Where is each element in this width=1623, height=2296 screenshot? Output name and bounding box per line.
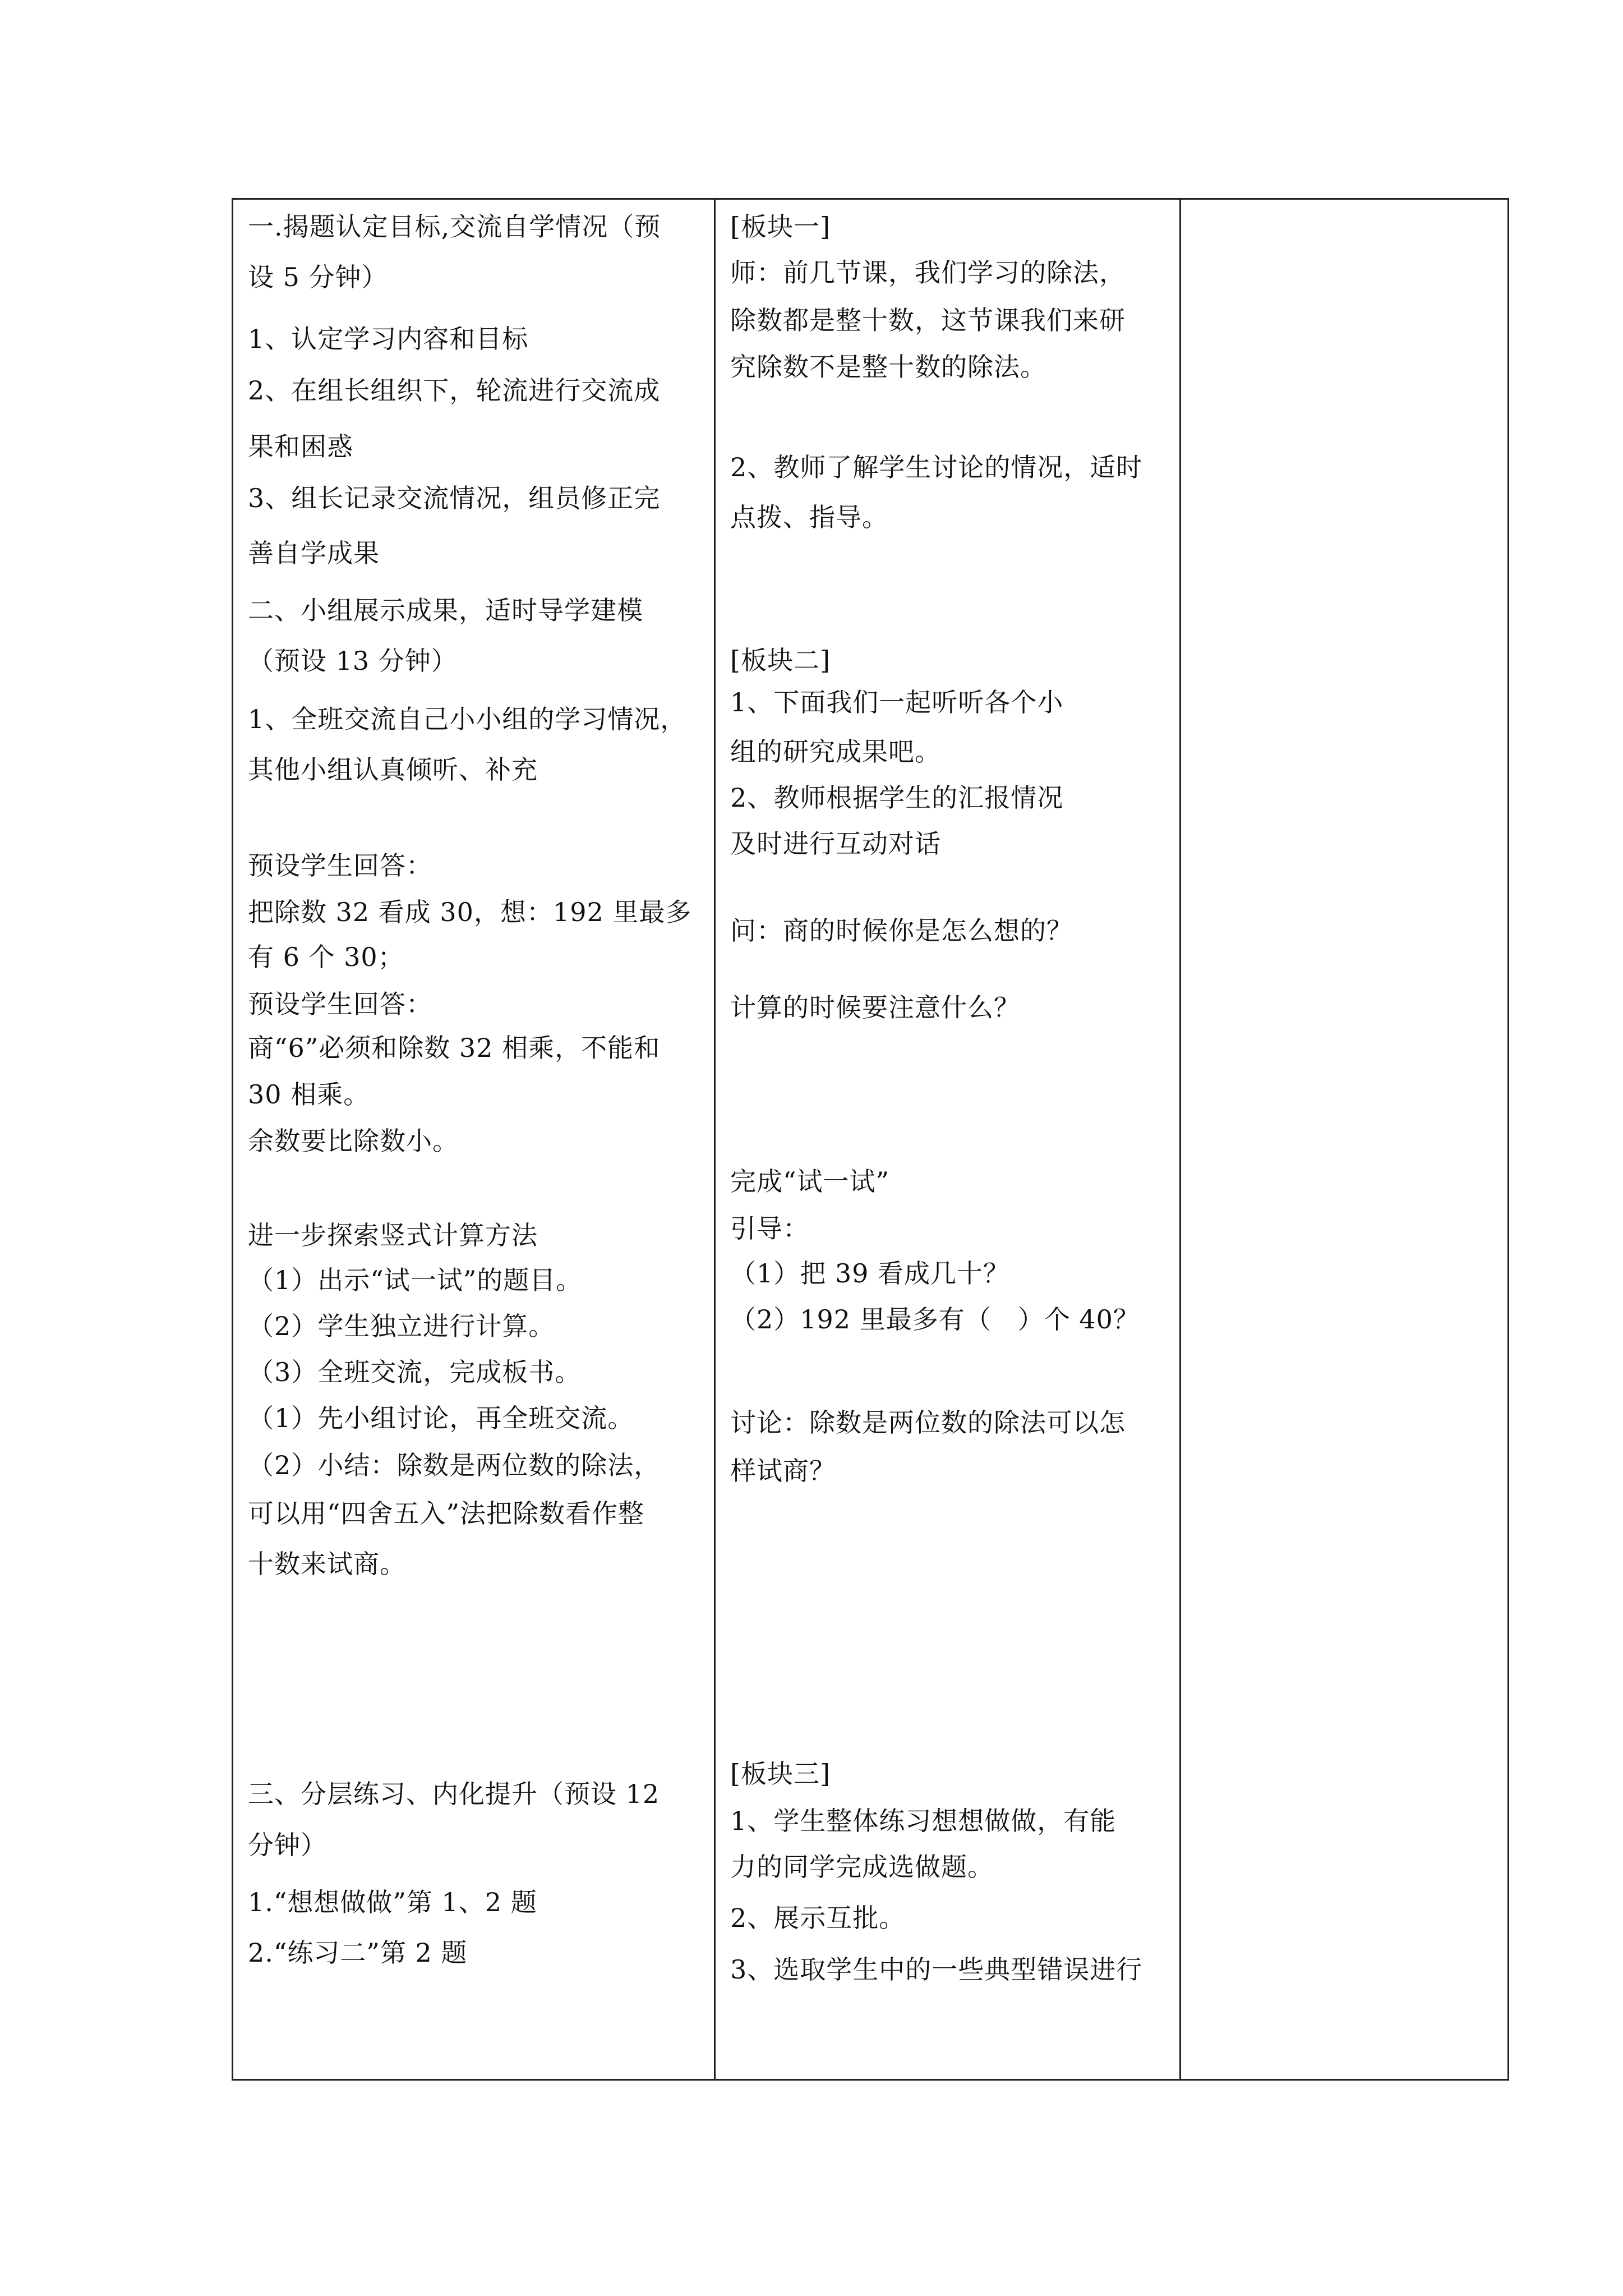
guidance-column <box>715 199 1181 2080</box>
text-line: 一.揭题认定目标,交流自学情况（预 <box>248 211 661 242</box>
text-line: 力的同学完成选做题。 <box>730 1852 994 1882</box>
text-line: [板块二] <box>730 645 831 675</box>
text-line: 预设学生回答： <box>248 850 432 881</box>
text-line: 进一步探索竖式计算方法 <box>248 1220 538 1250</box>
text-line: （2）192 里最多有（ ）个 40？ <box>730 1304 1140 1335</box>
text-line: 组的研究成果吧。 <box>730 737 941 767</box>
text-line: 及时进行互动对话 <box>730 829 941 859</box>
text-line: 分钟） <box>248 1830 327 1860</box>
text-line: （1）先小组讨论，再全班交流。 <box>248 1403 634 1433</box>
text-line: 善自学成果 <box>248 538 380 568</box>
text-line: 1、认定学习内容和目标 <box>248 324 529 354</box>
text-line: 1、学生整体练习想想做做，有能 <box>730 1806 1117 1836</box>
activity-column <box>233 199 715 2080</box>
text-line: 2.“练习二”第 2 题 <box>248 1938 468 1968</box>
text-line: 除数都是整十数，这节课我们来研 <box>730 305 1126 335</box>
text-line: 3、组长记录交流情况，组员修正完 <box>248 483 661 513</box>
text-line: 二、小组展示成果，适时导学建模 <box>248 595 643 625</box>
text-line: 1.“想想做做”第 1、2 题 <box>248 1887 537 1917</box>
text-line: 2、在组长组织下，轮流进行交流成 <box>248 375 661 406</box>
text-line: 问：商的时候你是怎么想的？ <box>730 915 1073 946</box>
text-line: 究除数不是整十数的除法。 <box>730 352 1046 382</box>
text-line: 1、全班交流自己小小组的学习情况， <box>248 704 687 734</box>
notes-column <box>1181 199 1509 2080</box>
text-line: 有 6 个 30； <box>248 942 404 972</box>
activity-column-content <box>233 200 714 2079</box>
text-line: 计算的时候要注意什么？ <box>730 992 1020 1023</box>
text-line: 完成“试一试” <box>730 1166 890 1197</box>
text-line: 商“6”必须和除数 32 相乘，不能和 <box>248 1033 661 1063</box>
text-line: （2）小结：除数是两位数的除法， <box>248 1450 661 1480</box>
text-line: 引导： <box>730 1213 809 1244</box>
text-line: 讨论：除数是两位数的除法可以怎 <box>730 1407 1126 1438</box>
text-line: 可以用“四舍五入”法把除数看作整 <box>248 1498 645 1529</box>
table-row <box>233 199 1509 2080</box>
text-line: 设 5 分钟） <box>248 262 388 292</box>
text-line: 样试商？ <box>730 1456 836 1486</box>
text-line: 余数要比除数小。 <box>248 1126 459 1156</box>
text-line: 三、分层练习、内化提升（预设 12 <box>248 1779 660 1809</box>
text-line: 点拨、指导。 <box>730 502 888 532</box>
text-line: [板块三] <box>730 1759 831 1789</box>
text-line: 师：前几节课，我们学习的除法， <box>730 257 1126 288</box>
text-line: 十数来试商。 <box>248 1549 406 1579</box>
text-line: 把除数 32 看成 30，想：192 里最多 <box>248 897 692 927</box>
text-line: （3）全班交流，完成板书。 <box>248 1357 582 1387</box>
lesson-plan-table <box>232 198 1509 2081</box>
guidance-column-content <box>716 200 1179 2079</box>
text-line: 30 相乘。 <box>248 1079 370 1110</box>
text-line: 2、教师了解学生讨论的情况，适时 <box>730 452 1143 482</box>
text-line: [板块一] <box>730 211 831 242</box>
text-line: （预设 13 分钟） <box>248 646 458 676</box>
notes-column-content <box>1181 200 1507 2079</box>
text-line: 果和困惑 <box>248 431 353 462</box>
text-line: 其他小组认真倾听、补充 <box>248 754 538 785</box>
text-line: 2、教师根据学生的汇报情况 <box>730 783 1064 813</box>
text-line: 1、下面我们一起听听各个小 <box>730 687 1064 717</box>
text-line: 3、选取学生中的一些典型错误进行 <box>730 1954 1143 1985</box>
text-line: （1）把 39 看成几十？ <box>730 1258 1010 1289</box>
text-line: （2）学生独立进行计算。 <box>248 1311 555 1341</box>
text-line: 预设学生回答： <box>248 989 432 1019</box>
text-line: （1）出示“试一试”的题目。 <box>248 1265 583 1295</box>
text-line: 2、展示互批。 <box>730 1903 906 1933</box>
